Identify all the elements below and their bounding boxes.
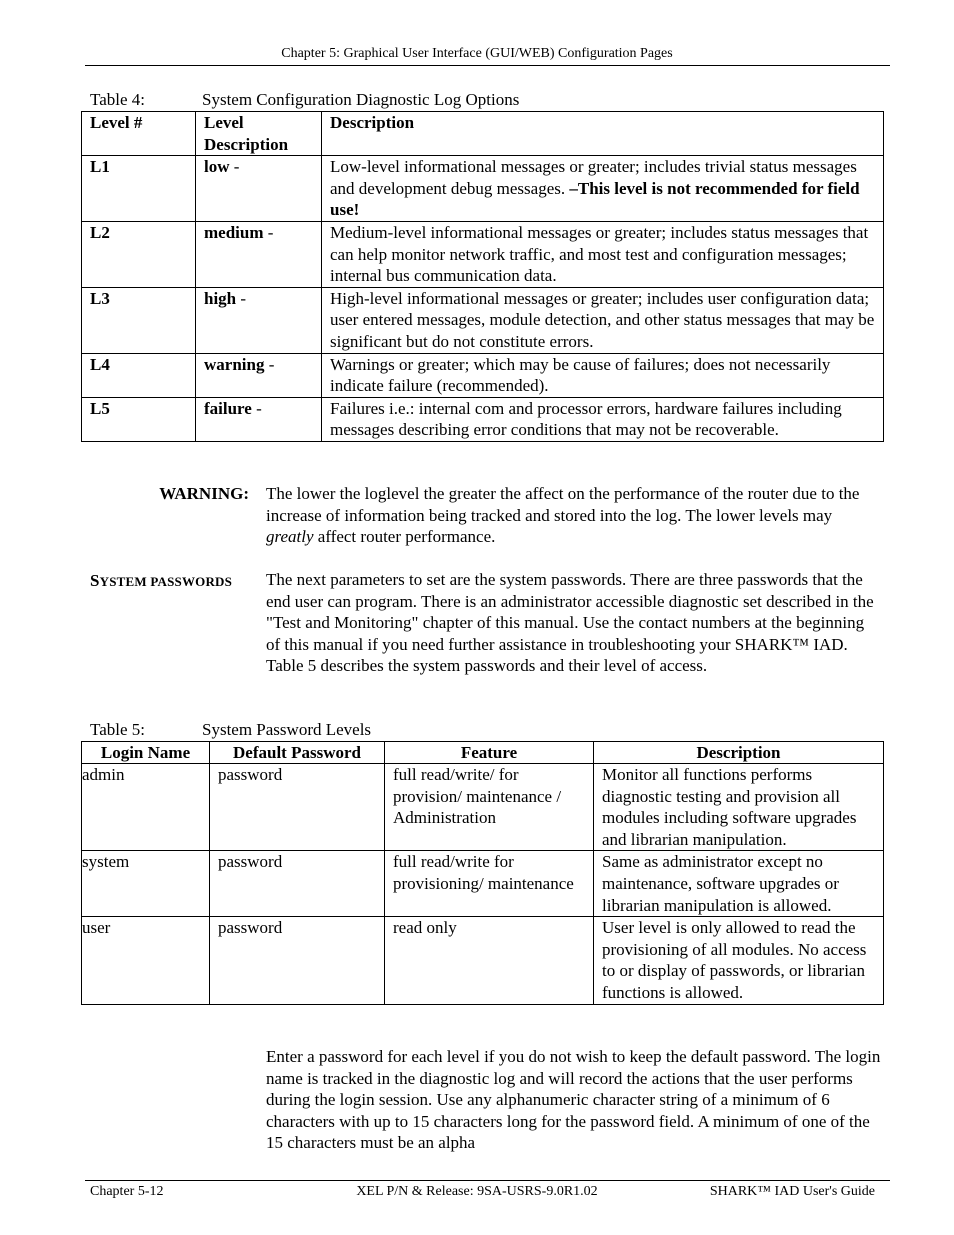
- level-cell: L1: [82, 156, 196, 222]
- description-cell: Same as administrator except no maintenance, software upgrades or librarian manipulation is allowed.: [594, 851, 884, 917]
- login-name-cell: admin: [82, 764, 210, 851]
- level-description: Low-level informational messages or greater; includes trivial status messages and development debug messages.: [330, 157, 857, 198]
- level-description-cell: Failures i.e.: internal com and processor errors, hardware failures including messages describing error conditions that may not be recoverable.: [322, 397, 884, 441]
- page-header: Chapter 5: Graphical User Interface (GUI/WEB) Configuration Pages: [281, 46, 673, 61]
- default-password-cell: password: [210, 917, 385, 1004]
- level-name: high: [204, 288, 237, 308]
- level-name-cell: [196, 397, 322, 441]
- system-passwords-label-initial: S: [90, 571, 100, 590]
- table4-caption-title: System Configuration Diagnostic Log Options: [202, 90, 520, 109]
- system-passwords-label: [90, 570, 232, 593]
- level-name: low: [204, 157, 230, 177]
- column-header-description: Description: [594, 742, 884, 764]
- column-header-default-password: Default Password: [210, 742, 385, 764]
- table-header-row: [82, 742, 884, 764]
- level-description-cell: High-level informational messages or greater; includes user configuration data; user entered messages, module detection, and other status messages that may be significant but do not constitute errors.: [322, 287, 884, 353]
- system-passwords-paragraph: The next parameters to set are the system passwords. There are three passwords that the end user can program. There is an administrator accessible diagnostic set described in the "Test and Monitoring" chapter of this manual. Use the contact numbers at the beginning of this manual if you need further assistance in troubleshooting your SHARK™ IAD. Table 5 describes the system passwords and their level of access.: [266, 570, 874, 676]
- level-name-suffix: -: [236, 288, 247, 308]
- level-name: failure: [204, 398, 252, 418]
- column-header-login-name: Login Name: [82, 742, 210, 764]
- level-name-cell: [196, 221, 322, 287]
- level-name: warning: [204, 354, 265, 374]
- system-passwords-label-rest: YSTEM PASSWORDS: [99, 574, 233, 589]
- level-description-warning: –This level is not recommended for field use!: [330, 178, 860, 220]
- level-name-cell: [196, 156, 322, 222]
- level-cell: L2: [82, 221, 196, 287]
- column-header-description: Description: [322, 112, 884, 156]
- system-password-levels-table: [81, 741, 884, 1005]
- level-description-cell: Medium-level informational messages or greater; includes status messages that can help monitor network traffic, and most test and configuration messages; internal bus communication data.: [322, 221, 884, 287]
- footer-rule: [85, 1180, 890, 1181]
- table-row: [82, 221, 884, 287]
- level-name-cell: [196, 287, 322, 353]
- column-header-level-number: Level #: [82, 112, 196, 156]
- level-description-cell: Warnings or greater; which may be cause of failures; does not necessarily indicate failure (recommended).: [322, 353, 884, 397]
- login-name-cell: user: [82, 917, 210, 1004]
- default-password-cell: password: [210, 764, 385, 851]
- level-name-suffix: -: [229, 157, 240, 177]
- table5-caption: [90, 719, 371, 740]
- table4-caption-number: Table 4:: [90, 90, 145, 109]
- footer-center: XEL P/N & Release: 9SA-USRS-9.0R1.02: [356, 1184, 598, 1199]
- table4-caption: [90, 89, 519, 110]
- level-cell: L3: [82, 287, 196, 353]
- feature-cell: read only: [385, 917, 594, 1004]
- diagnostic-log-options-table: [81, 111, 884, 442]
- default-password-cell: password: [210, 851, 385, 917]
- warning-emphasis: greatly: [266, 527, 314, 547]
- feature-cell: full read/write/ for provision/ maintenance / Administration: [385, 764, 594, 851]
- footer-right: SHARK™ IAD User's Guide: [709, 1184, 875, 1199]
- login-name-cell: system: [82, 851, 210, 917]
- table5-caption-number: Table 5:: [90, 720, 145, 739]
- closing-paragraph: Enter a password for each level if you do not wish to keep the default password. The login name is tracked in the diagnostic log and will record the actions that the user performs during the login session. Use any alphanumeric character string of a minimum of 6 characters with up to 15 characters long for the password field. A minimum of one of the 15 characters must be an alpha: [266, 1047, 881, 1153]
- table-row: [82, 397, 884, 441]
- column-header-level-description: Level Description: [196, 112, 322, 156]
- level-name-suffix: -: [251, 398, 262, 418]
- table-row: [82, 353, 884, 397]
- table-row: [82, 917, 884, 1004]
- table5-caption-title: System Password Levels: [202, 720, 372, 739]
- feature-cell: full read/write for provisioning/ maintenance: [385, 851, 594, 917]
- level-name: medium: [204, 222, 264, 242]
- table-header-row: [82, 112, 884, 156]
- level-name-suffix: -: [264, 354, 275, 374]
- warning-paragraph: [266, 483, 881, 548]
- warning-label: WARNING:: [159, 484, 249, 503]
- level-name-cell: [196, 353, 322, 397]
- column-header-feature: Feature: [385, 742, 594, 764]
- header-rule: [85, 65, 890, 66]
- level-name-suffix: -: [263, 222, 274, 242]
- table-row: [82, 287, 884, 353]
- table-row: [82, 156, 884, 222]
- description-cell: Monitor all functions performs diagnostic testing and provision all modules including software upgrades and librarian manipulation.: [594, 764, 884, 851]
- warning-text-end: affect router performance.: [313, 527, 496, 547]
- level-cell: L5: [82, 397, 196, 441]
- description-cell: User level is only allowed to read the provisioning of all modules. No access to or display of passwords, or librarian functions is allowed.: [594, 917, 884, 1004]
- warning-text-start: The lower the loglevel the greater the affect on the performance of the router due to the increase of information being tracked and stored into the log. The lower levels may: [266, 484, 860, 525]
- level-cell: L4: [82, 353, 196, 397]
- table-row: [82, 851, 884, 917]
- footer-left: Chapter 5-12: [90, 1184, 164, 1199]
- table-row: [82, 764, 884, 851]
- level-description-cell: [322, 156, 884, 222]
